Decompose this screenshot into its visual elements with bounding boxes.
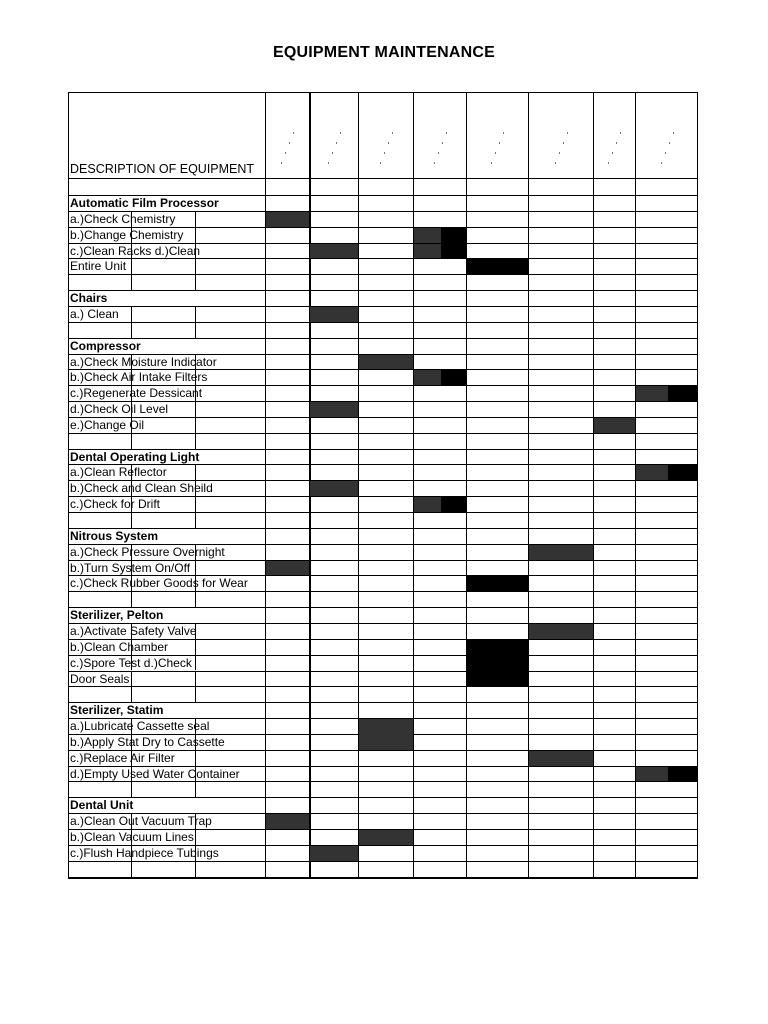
schedule-mark	[529, 545, 593, 560]
header-mark	[336, 142, 337, 144]
header-mark	[491, 162, 492, 164]
section-heading: Sterilizer, Pelton	[70, 608, 164, 623]
task-label: d.)Check Oil Level	[70, 402, 169, 417]
schedule-mark	[636, 386, 668, 401]
schedule-mark	[310, 481, 358, 496]
header-mark	[612, 152, 613, 154]
header-mark	[380, 162, 381, 164]
schedule-mark	[441, 370, 466, 385]
schedule-mark	[266, 212, 309, 227]
task-label: c.)Check for Drift	[70, 497, 161, 512]
schedule-mark	[467, 640, 528, 687]
schedule-mark	[529, 624, 593, 639]
task-label: b.)Check and Clean Sheild	[70, 481, 213, 496]
header-mark	[442, 142, 443, 144]
header-mark	[328, 162, 329, 164]
header-mark	[384, 152, 385, 154]
section-heading: Nitrous System	[70, 528, 159, 543]
header-mark	[669, 142, 670, 144]
schedule-mark	[414, 370, 441, 385]
header-mark	[388, 142, 389, 144]
schedule-mark	[594, 418, 635, 433]
header-mark	[567, 132, 568, 134]
description-column-header: DESCRIPTION OF EQUIPMENT	[70, 162, 255, 176]
section-heading: Compressor	[70, 338, 141, 353]
task-label: b.)Check Air Intake Filters	[70, 370, 208, 385]
task-label: a.)Check Pressure Overnight	[70, 544, 225, 559]
task-label: a.)Check Moisture Indicator	[70, 354, 217, 369]
task-label: a.)Clean Out Vacuum Trap	[70, 814, 212, 829]
header-mark	[332, 152, 333, 154]
task-label: c.)Regenerate Dessicant	[70, 386, 203, 401]
schedule-mark	[414, 244, 441, 259]
header-mark	[616, 142, 617, 144]
schedule-mark	[359, 355, 413, 370]
document-title: EQUIPMENT MAINTENANCE	[273, 44, 495, 61]
task-label: a.)Clean Reflector	[70, 465, 167, 480]
task-label: c.)Spore Test d.)Check	[70, 655, 192, 670]
header-mark	[495, 152, 496, 154]
schedule-mark	[310, 244, 358, 259]
header-mark	[340, 132, 341, 134]
schedule-mark	[668, 767, 698, 782]
header-mark	[661, 162, 662, 164]
task-label: b.)Turn System On/Off	[70, 560, 191, 575]
schedule-mark	[310, 846, 358, 861]
task-label: d.)Empty Used Water Container	[70, 766, 240, 781]
header-mark	[281, 162, 282, 164]
task-label: c.)Check Rubber Goods for Wear	[70, 576, 248, 591]
schedule-mark	[668, 465, 698, 480]
task-label: c.)Flush Handpiece Tubings	[70, 845, 219, 860]
schedule-mark	[636, 767, 668, 782]
section-heading: Dental Unit	[70, 798, 134, 813]
section-heading: Sterilizer, Statim	[70, 703, 164, 718]
section-heading: Dental Operating Light	[70, 449, 200, 464]
task-label: b.)Apply Stat Dry to Cassette	[70, 734, 225, 749]
task-label: Entire Unit	[70, 259, 127, 274]
task-label: Door Seals	[70, 671, 130, 686]
task-label: e.)Change Oil	[70, 417, 145, 432]
schedule-mark	[310, 402, 358, 417]
header-mark	[434, 162, 435, 164]
schedule-mark	[467, 259, 528, 274]
task-label: a.) Clean	[70, 306, 119, 321]
schedule-mark	[441, 228, 466, 243]
schedule-mark	[359, 830, 413, 845]
schedule-mark	[529, 751, 593, 766]
header-mark	[559, 152, 560, 154]
schedule-mark	[636, 465, 668, 480]
header-mark	[392, 132, 393, 134]
task-label: b.)Clean Chamber	[70, 639, 169, 654]
header-mark	[665, 152, 666, 154]
task-label: b.)Change Chemistry	[70, 227, 184, 242]
header-mark	[289, 142, 290, 144]
schedule-mark	[441, 244, 466, 259]
header-mark	[673, 132, 674, 134]
task-label: a.)Activate Safety Valve	[70, 623, 197, 638]
task-label: b.)Clean Vacuum Lines	[70, 830, 194, 844]
schedule-mark	[668, 386, 698, 401]
schedule-mark	[441, 497, 466, 512]
header-mark	[285, 152, 286, 154]
schedule-mark	[414, 497, 441, 512]
schedule-mark	[359, 719, 413, 750]
schedule-mark	[467, 576, 528, 591]
header-mark	[620, 132, 621, 134]
header-mark	[608, 162, 609, 164]
header-mark	[446, 132, 447, 134]
header-mark	[503, 132, 504, 134]
maintenance-schedule-table	[68, 92, 698, 882]
task-label: c.)Clean Racks d.)Clean	[70, 243, 201, 258]
task-label: c.)Replace Air Filter	[70, 750, 175, 765]
header-mark	[555, 162, 556, 164]
schedule-mark	[414, 228, 441, 243]
schedule-mark	[310, 307, 358, 322]
header-mark	[438, 152, 439, 154]
header-mark	[293, 132, 294, 134]
section-heading: Chairs	[70, 291, 108, 306]
task-label: a.)Check Chemistry	[70, 211, 176, 226]
schedule-mark	[266, 561, 309, 576]
section-heading: Automatic Film Processor	[70, 196, 219, 210]
schedule-mark	[266, 814, 309, 829]
task-label: a.)Lubricate Cassette seal	[70, 719, 210, 734]
header-mark	[563, 142, 564, 144]
header-mark	[499, 142, 500, 144]
